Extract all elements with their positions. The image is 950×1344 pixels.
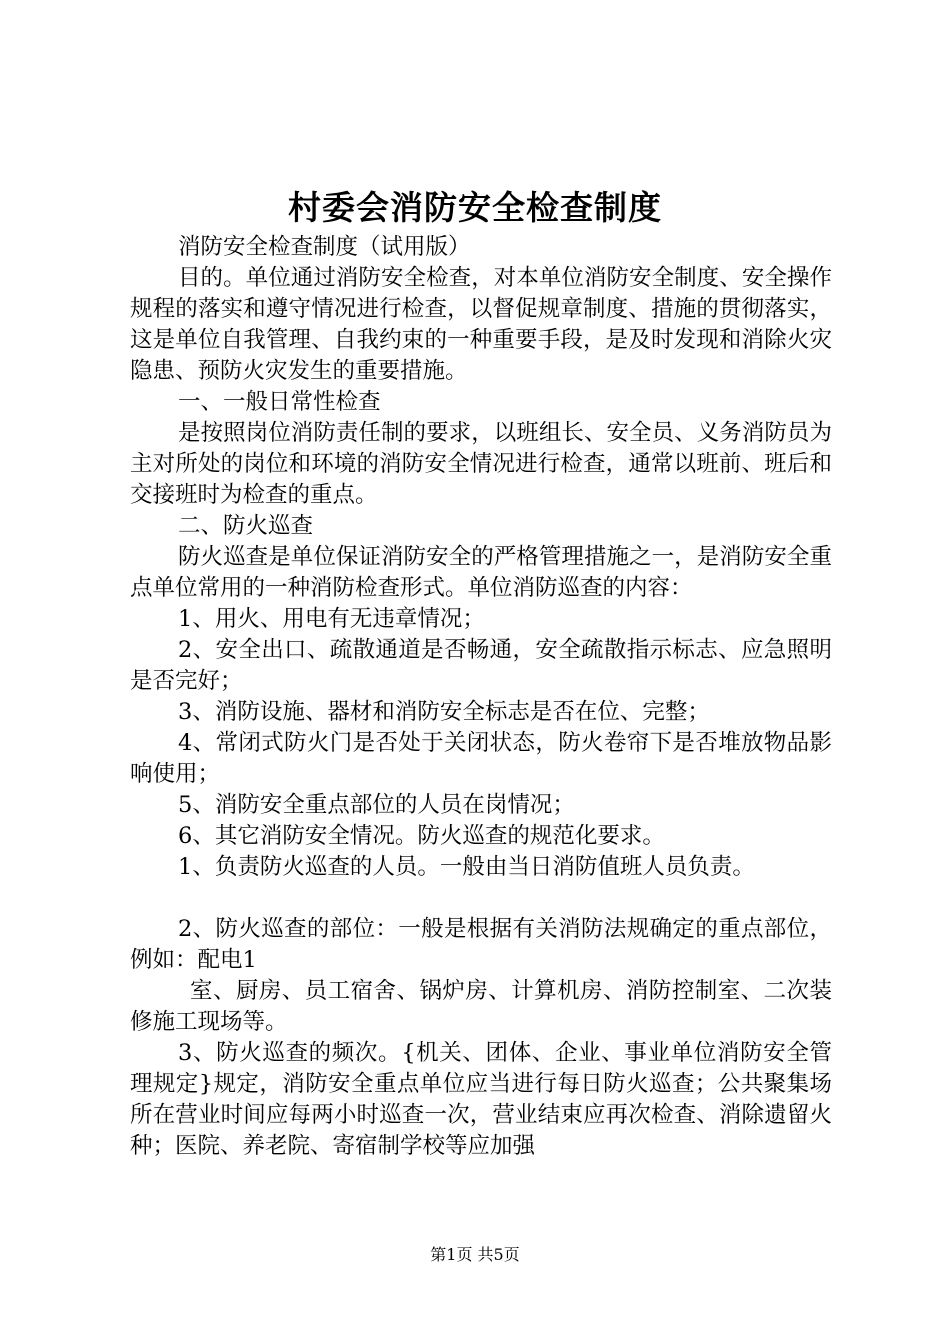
list-item: 6、其它消防安全情况。防火巡查的规范化要求。 [178, 823, 665, 849]
paragraph: 目的。单位通过消防安全检查，对本单位消防安全制度、安全操作规程的落实和遵守情况进行检查，以督促规章制度、措施的贯彻落实，这是单位自我管理、自我约束的一种重要手段，是及时发现和消除火灾隐患、预防火灾发生的重要措施。 [130, 265, 832, 384]
paragraph: 消防安全检查制度（试用版） [178, 234, 471, 260]
page-footer: 第1页 共5页 [430, 1245, 520, 1264]
list-item: 2、防火巡查的部位：一般是根据有关消防法规确定的重点部位，例如：配电1 [130, 916, 832, 973]
paragraph-continuation: 室、厨房、员工宿舍、锅炉房、计算机房、消防控制室、二次装修施工现场等。 [130, 978, 832, 1035]
list-item: 4、常闭式防火门是否处于关闭状态，防火卷帘下是否堆放物品影响使用； [130, 730, 832, 787]
list-item: 1、负责防火巡查的人员。一般由当日消防值班人员负责。 [178, 854, 755, 880]
list-item: 3、防火巡查的频次。{机关、团体、企业、事业单位消防安全管理规定}规定，消防安全重点单位应当进行每日防火巡查；公共聚集场所在营业时间应每两小时巡查一次，营业结束应再次检查、消除遗留火种；医院、养老院、寄宿制学校等应加强 [130, 1040, 832, 1159]
paragraph: 一、一般日常性检查 [178, 389, 381, 415]
paragraph: 防火巡查是单位保证消防安全的严格管理措施之一，是消防安全重点单位常用的一种消防检查形式。单位消防巡查的内容： [130, 544, 832, 601]
list-item: 5、消防安全重点部位的人员在岗情况； [178, 792, 575, 818]
document-body [130, 232, 832, 1162]
list-item: 3、消防设施、器材和消防安全标志是否在位、完整； [178, 699, 710, 725]
paragraph: 是按照岗位消防责任制的要求，以班组长、安全员、义务消防员为主对所处的岗位和环境的消防安全情况进行检查，通常以班前、班后和交接班时为检查的重点。 [130, 420, 832, 508]
paragraph: 二、防火巡查 [178, 513, 314, 539]
list-item: 1、用火、用电有无违章情况； [178, 606, 485, 632]
document-title: 村委会消防安全检查制度 [288, 188, 662, 227]
list-item: 2、安全出口、疏散通道是否畅通，安全疏散指示标志、应急照明是否完好； [130, 637, 832, 694]
